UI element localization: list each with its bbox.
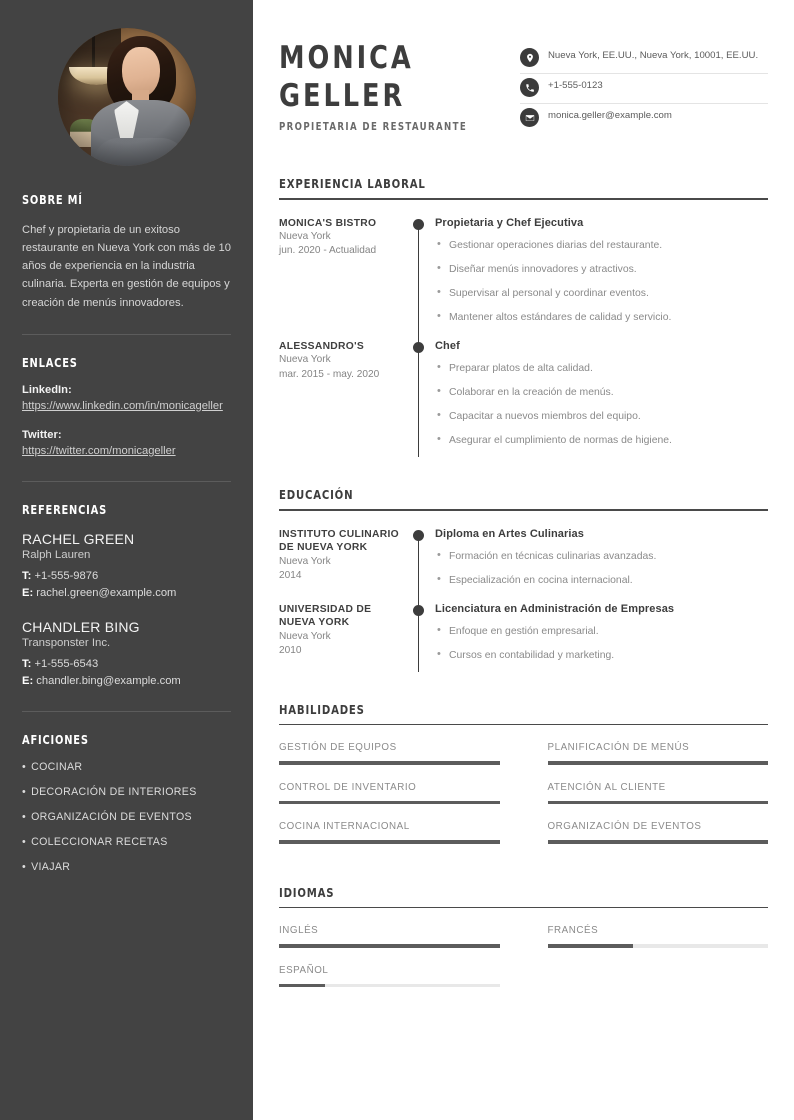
- avatar: [58, 28, 196, 166]
- reference-phone: +1-555-6543: [34, 657, 99, 670]
- hobby-label: ORGANIZACIÓN DE EVENTOS: [31, 811, 192, 824]
- links-section: [22, 355, 231, 459]
- entry-title: Diploma en Artes Culinarias: [435, 527, 584, 540]
- skill-fill: [279, 840, 500, 843]
- experience-section: [279, 176, 768, 457]
- reference-item: [22, 619, 231, 690]
- reference-phone-row: [22, 568, 231, 585]
- entry-body: [433, 603, 768, 672]
- language-label: FRANCÉS: [547, 925, 599, 937]
- entry-dates: 2014: [279, 570, 302, 582]
- hobby-label: COCINAR: [31, 761, 83, 774]
- identity-block: [279, 40, 484, 133]
- first-name: MONICA: [279, 40, 414, 76]
- entry-body: [433, 528, 768, 597]
- about-text: Chef y propietaria de un exitoso restaurante en Nueva York con más de 10 años de experiencia en la industria culinaria. Experta en gestión de equipos y creación de menús innovadores.: [22, 224, 231, 309]
- language-track: [279, 984, 500, 987]
- skill-track: [548, 761, 769, 764]
- hobby-item: [22, 786, 231, 798]
- language-item: [279, 965, 500, 987]
- education-section: [279, 487, 768, 672]
- entry-dates: 2010: [279, 645, 302, 657]
- skill-track: [548, 801, 769, 804]
- entry-bullet: • Mantener altos estándares de calidad y servicio.: [435, 310, 768, 325]
- reference-email-row: [22, 673, 231, 690]
- hobby-item: [22, 811, 231, 823]
- entry-bullet: • Preparar platos de alta calidad.: [435, 361, 768, 376]
- reference-phone-label: T:: [22, 657, 32, 670]
- spacer: [279, 463, 768, 487]
- photo-container: [22, 28, 231, 166]
- education-entry: [279, 603, 768, 672]
- entry-bullet: • Enfoque en gestión empresarial.: [435, 624, 768, 639]
- last-name: GELLER: [279, 77, 406, 114]
- language-label: INGLÉS: [279, 925, 319, 937]
- entry-dates: jun. 2020 - Actualidad: [279, 245, 377, 257]
- linkedin-link[interactable]: https://www.linkedin.com/in/monicageller: [22, 399, 223, 412]
- skill-fill: [279, 761, 500, 764]
- entry-location: Nueva York: [279, 354, 331, 366]
- hobby-label: COLECCIONAR RECETAS: [31, 836, 168, 849]
- entry-body: [433, 217, 768, 334]
- experience-heading: EXPERIENCIA LABORAL: [279, 176, 426, 191]
- reference-name: CHANDLER BING: [22, 618, 140, 635]
- skill-item: [279, 821, 500, 843]
- reference-email-label: E:: [22, 674, 34, 687]
- section-rule: [279, 509, 768, 511]
- entry-location: Nueva York: [279, 630, 331, 642]
- timeline-line: [418, 347, 420, 457]
- entry-org: ALESSANDRO'S: [279, 340, 364, 352]
- skill-item: [279, 742, 500, 764]
- skills-section: [279, 702, 768, 861]
- language-item: [279, 925, 500, 947]
- skill-item: [548, 782, 769, 804]
- envelope-icon: [520, 108, 539, 127]
- reference-email: rachel.green@example.com: [36, 586, 177, 599]
- bullet-icon: •: [22, 836, 27, 849]
- education-heading: EDUCACIÓN: [279, 487, 354, 503]
- photo-vignette: [58, 28, 196, 166]
- entry-bullet: • Especialización en cocina internacional.: [435, 573, 768, 588]
- hobby-item: [22, 861, 231, 873]
- skill-track: [279, 761, 500, 764]
- job-role: PROPIETARIA DE RESTAURANTE: [279, 120, 468, 133]
- reference-email-row: [22, 585, 231, 602]
- contact-phone: +1-555-0123: [548, 80, 603, 91]
- reference-phone-row: [22, 656, 231, 673]
- bullet-icon: •: [22, 811, 27, 824]
- sidebar-divider-2: [22, 481, 231, 482]
- entry-bullet: • Capacitar a nuevos miembros del equipo.: [435, 409, 768, 424]
- reference-phone: +1-555-9876: [34, 570, 99, 583]
- skill-fill: [279, 801, 500, 804]
- bullet-icon: •: [22, 761, 27, 774]
- timeline-line: [418, 224, 420, 344]
- timeline-rail: [411, 528, 433, 597]
- skill-fill: [548, 761, 769, 764]
- entry-org: MONICA'S BISTRO: [279, 217, 377, 229]
- reference-org: Ralph Lauren: [22, 549, 91, 562]
- entry-bullet: • Cursos en contabilidad y marketing.: [435, 648, 768, 663]
- language-fill: [548, 944, 634, 947]
- entry-org: UNIVERSIDAD DE NUEVA YORK: [279, 603, 372, 629]
- language-track: [548, 944, 769, 947]
- languages-grid: [279, 925, 768, 1004]
- reference-phone-label: T:: [22, 570, 32, 583]
- section-rule: [279, 907, 768, 909]
- language-label: ESPAÑOL: [279, 964, 329, 976]
- timeline-rail: [411, 603, 433, 672]
- reference-item: [22, 531, 231, 602]
- skill-label: GESTIÓN DE EQUIPOS: [279, 742, 397, 754]
- spacer: [279, 678, 768, 702]
- link-item: [22, 384, 231, 414]
- link-item: [22, 429, 231, 459]
- skill-track: [279, 840, 500, 843]
- entry-bullet: • Diseñar menús innovadores y atractivos.: [435, 262, 768, 277]
- contact-address: Nueva York, EE.UU., Nueva York, 10001, EE.UU.: [548, 50, 759, 61]
- timeline-rail: [411, 217, 433, 334]
- entry-title: Propietaria y Chef Ejecutiva: [435, 216, 584, 229]
- entry-meta: [279, 528, 411, 597]
- entry-bullet: • Supervisar al personal y coordinar eventos.: [435, 286, 768, 301]
- hobby-item: [22, 836, 231, 848]
- timeline-dot-icon: [413, 605, 424, 616]
- skill-label: ATENCIÓN AL CLIENTE: [547, 781, 666, 793]
- skill-item: [548, 742, 769, 764]
- sidebar-divider-3: [22, 711, 231, 712]
- spacer: [279, 861, 768, 885]
- hobbies-section: [22, 732, 231, 873]
- skills-heading: HABILIDADES: [279, 701, 365, 717]
- links-heading: ENLACES: [22, 354, 78, 370]
- skill-label: COCINA INTERNACIONAL: [279, 821, 410, 833]
- experience-entry: [279, 217, 768, 334]
- skill-item: [279, 782, 500, 804]
- skill-fill: [548, 801, 769, 804]
- languages-section: [279, 885, 768, 1004]
- timeline-dot-icon: [413, 219, 424, 230]
- twitter-link[interactable]: https://twitter.com/monicageller: [22, 444, 176, 457]
- location-pin-icon: [520, 48, 539, 67]
- entry-org: INSTITUTO CULINARIO DE NUEVA YORK: [279, 528, 399, 554]
- sidebar-divider-1: [22, 334, 231, 335]
- entry-body: [433, 340, 768, 457]
- entry-bullet: • Asegurar el cumplimiento de normas de higiene.: [435, 433, 768, 448]
- contact-email-row: [520, 104, 768, 134]
- skill-item: [548, 821, 769, 843]
- skill-track: [279, 801, 500, 804]
- about-section: [22, 192, 231, 312]
- education-entry: [279, 528, 768, 597]
- language-fill: [279, 984, 325, 987]
- hobbies-heading: AFICIONES: [22, 732, 89, 748]
- entry-dates: mar. 2015 - may. 2020: [279, 368, 380, 380]
- contact-address-row: [520, 44, 768, 74]
- hobby-label: DECORACIÓN DE INTERIORES: [31, 786, 197, 799]
- language-fill: [279, 944, 500, 947]
- timeline-dot-icon: [413, 530, 424, 541]
- link-label: Twitter:: [22, 428, 62, 441]
- reference-name: RACHEL GREEN: [22, 531, 135, 548]
- entry-meta: [279, 340, 411, 457]
- entry-bullet: • Gestionar operaciones diarias del restaurante.: [435, 238, 768, 253]
- hobby-item: [22, 761, 231, 773]
- language-item: [548, 925, 769, 947]
- section-rule: [279, 198, 768, 200]
- bullet-icon: •: [22, 786, 27, 799]
- sidebar: [0, 0, 253, 1120]
- skills-grid: [279, 742, 768, 860]
- timeline-dot-icon: [413, 342, 424, 353]
- contact-phone-row: [520, 74, 768, 104]
- main-content: [253, 0, 794, 1120]
- entry-bullet: • Formación en técnicas culinarias avanzadas.: [435, 549, 768, 564]
- section-rule: [279, 724, 768, 726]
- entry-title: Chef: [435, 339, 460, 352]
- timeline-line: [418, 610, 420, 672]
- about-heading: SOBRE MÍ: [22, 192, 83, 207]
- bullet-icon: •: [22, 861, 27, 874]
- entry-bullet: • Colaborar en la creación de menús.: [435, 385, 768, 400]
- contact-email: monica.geller@example.com: [548, 110, 672, 121]
- experience-entry: [279, 340, 768, 457]
- entry-location: Nueva York: [279, 555, 331, 567]
- skill-track: [548, 840, 769, 843]
- skill-label: PLANIFICACIÓN DE MENÚS: [547, 742, 690, 754]
- link-label: LinkedIn:: [22, 383, 72, 396]
- skill-fill: [548, 840, 769, 843]
- reference-email-label: E:: [22, 586, 34, 599]
- entry-meta: [279, 603, 411, 672]
- language-track: [279, 944, 500, 947]
- timeline-rail: [411, 340, 433, 457]
- entry-location: Nueva York: [279, 231, 331, 243]
- reference-email: chandler.bing@example.com: [36, 674, 181, 687]
- skill-label: CONTROL DE INVENTARIO: [279, 781, 417, 793]
- hobby-label: VIAJAR: [31, 861, 71, 874]
- header: [279, 40, 768, 134]
- languages-heading: IDIOMAS: [279, 884, 335, 900]
- reference-org: Transponster Inc.: [22, 636, 111, 649]
- phone-icon: [520, 78, 539, 97]
- entry-title: Licenciatura en Administración de Empresas: [435, 602, 675, 615]
- skill-label: ORGANIZACIÓN DE EVENTOS: [547, 821, 702, 833]
- references-heading: REFERENCIAS: [22, 502, 108, 518]
- contact-list: [520, 40, 768, 134]
- timeline-line: [418, 535, 420, 607]
- entry-meta: [279, 217, 411, 334]
- references-section: [22, 502, 231, 689]
